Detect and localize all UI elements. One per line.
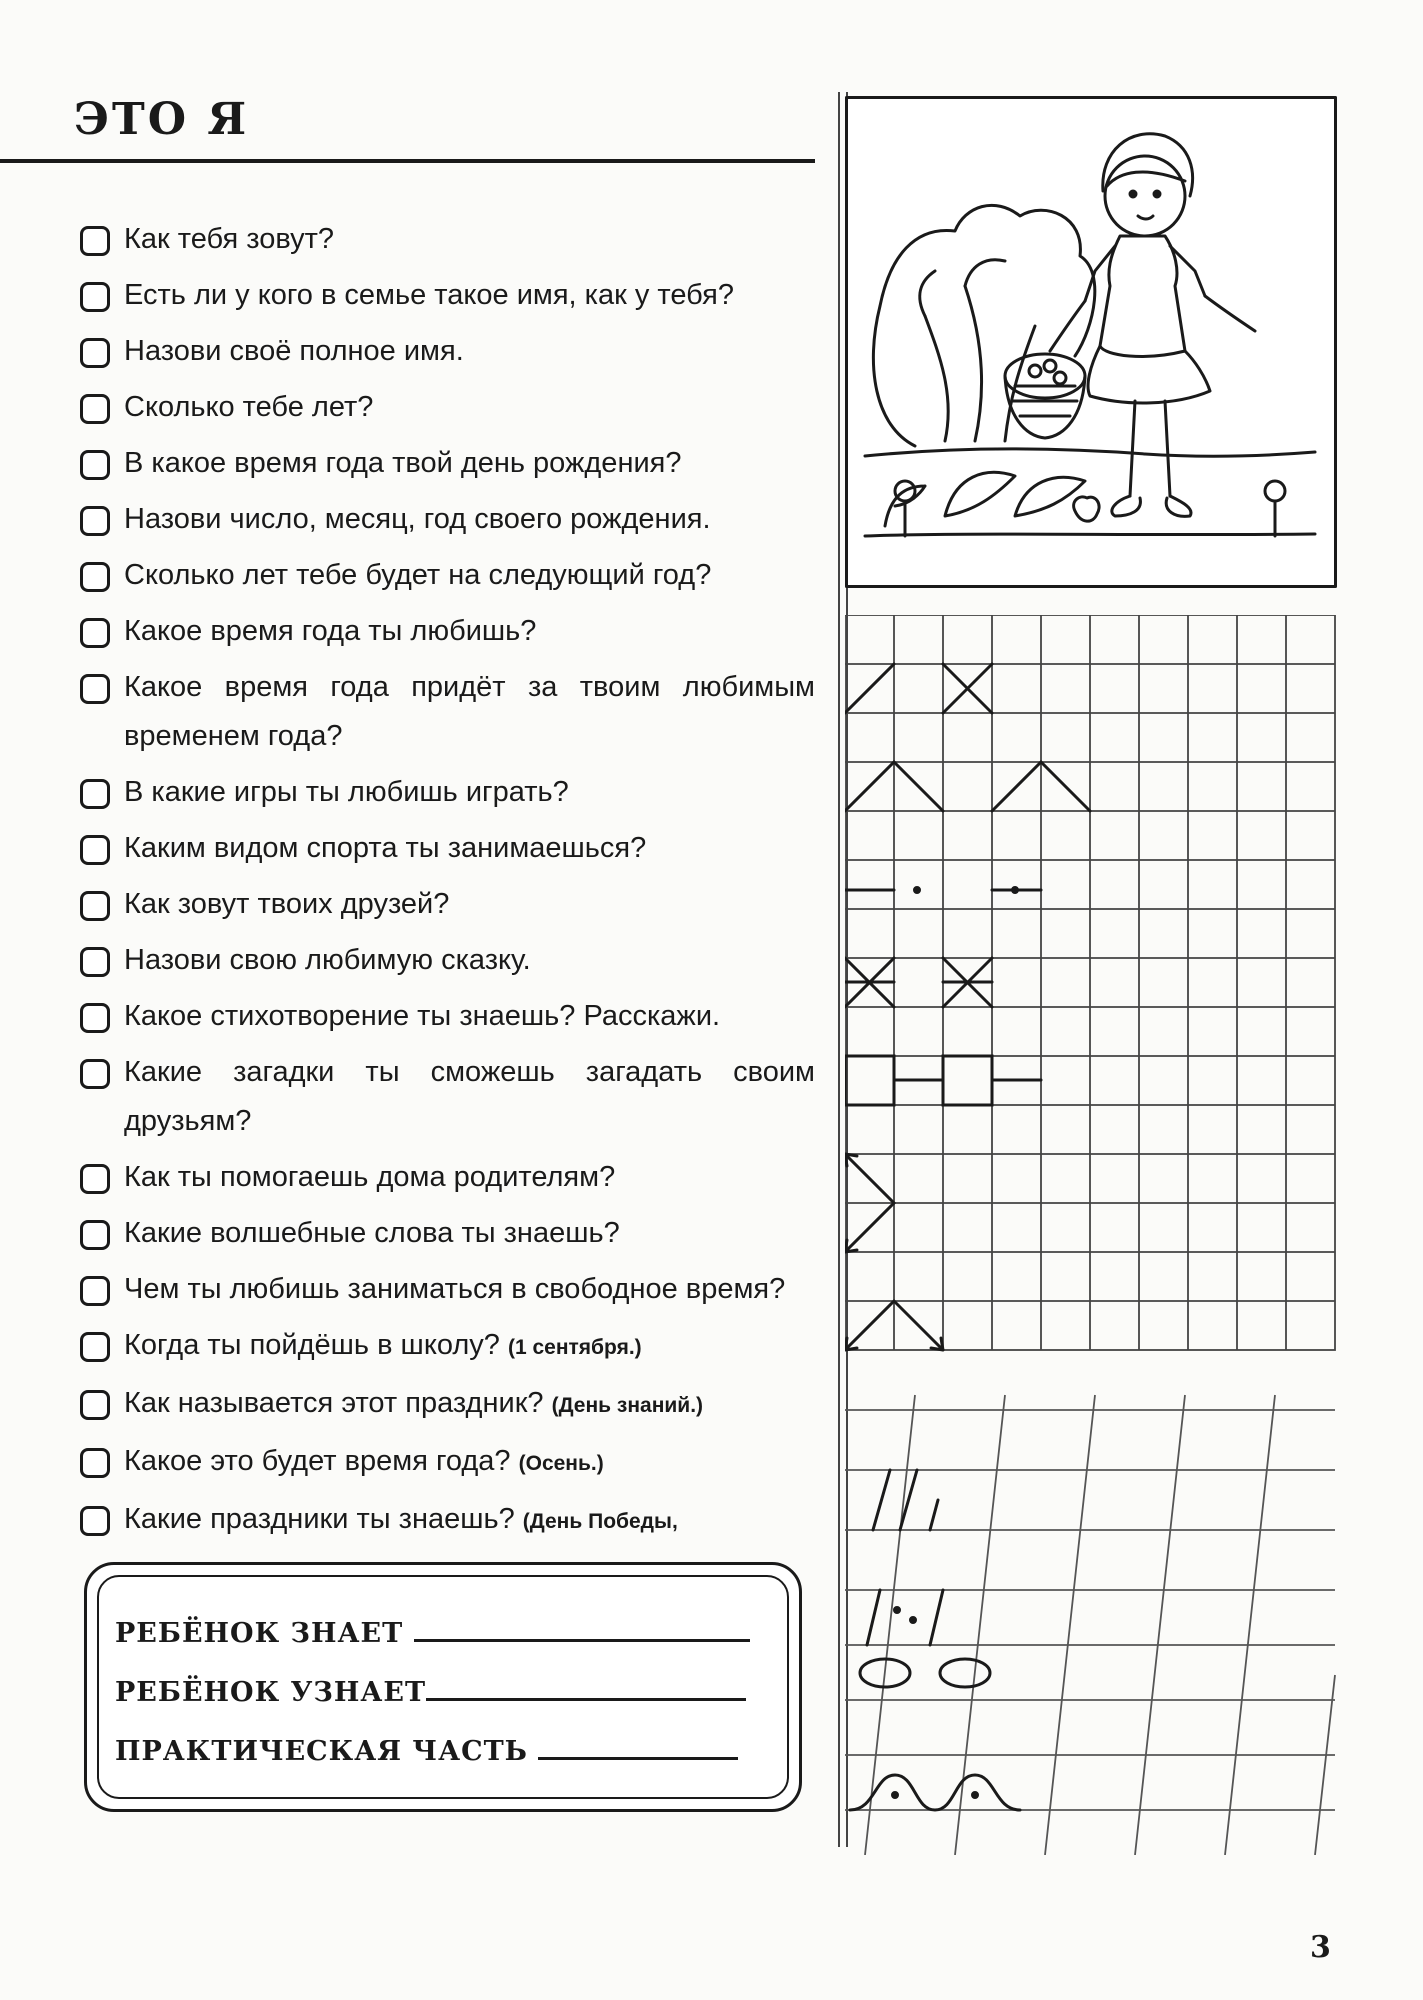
answer-checkbox[interactable]	[80, 1003, 110, 1033]
question-main: Какие праздники ты знаешь?	[124, 1503, 515, 1535]
question-item	[80, 887, 815, 929]
question-list	[80, 222, 815, 1611]
question-main: Какое это будет время года?	[124, 1445, 511, 1477]
question-text: Какое стихотворение ты знаешь? Расскажи.	[124, 1000, 721, 1032]
question-main: Как называется этот праздник?	[124, 1387, 544, 1419]
question-text: Какое время года ты любишь?	[124, 615, 537, 647]
answer-hint: (Осень.)	[518, 1452, 604, 1475]
question-text: Чем ты любишь заниматься в свободное время?	[124, 1273, 786, 1305]
question-item	[80, 334, 815, 376]
question-text: В какие игры ты любишь играть?	[124, 776, 569, 808]
answer-hint: (1 сентября.)	[507, 1336, 642, 1359]
question-item	[80, 775, 815, 817]
question-text: Назови свою любимую сказку.	[124, 944, 531, 976]
answer-checkbox[interactable]	[80, 450, 110, 480]
question-item	[80, 222, 815, 264]
answer-checkbox[interactable]	[80, 835, 110, 865]
question-text: Каким видом спорта ты занимаешься?	[124, 832, 647, 864]
question-item	[80, 502, 815, 544]
question-main: Когда ты пойдёшь в школу?	[124, 1329, 500, 1361]
question-text: Есть ли у кого в семье такое имя, как у тебя?	[124, 279, 734, 311]
answer-hint: (День Победы,	[522, 1510, 678, 1533]
column-divider	[838, 92, 840, 1847]
question-text	[124, 1321, 642, 1372]
question-text: Какие волшебные слова ты знаешь?	[124, 1217, 620, 1249]
evaluation-knows-label: РЕБЁНОК ЗНАЕТ	[115, 1618, 404, 1649]
question-text: Сколько тебе лет?	[124, 391, 374, 423]
answer-checkbox[interactable]	[80, 779, 110, 809]
evaluation-box	[84, 1562, 802, 1812]
question-item	[80, 831, 815, 873]
question-item	[80, 278, 815, 320]
evaluation-will-learn-field[interactable]	[426, 1670, 746, 1701]
question-text: Сколько лет тебе будет на следующий год?	[124, 559, 712, 591]
question-item	[80, 614, 815, 656]
question-item	[80, 1272, 815, 1314]
answer-checkbox[interactable]	[80, 1059, 110, 1089]
answer-checkbox[interactable]	[80, 1332, 110, 1362]
answer-checkbox[interactable]	[80, 674, 110, 704]
question-item	[80, 390, 815, 432]
question-item	[80, 1160, 815, 1202]
question-item	[80, 1386, 815, 1430]
page-title: ЭТО Я	[74, 94, 250, 145]
question-text	[124, 1437, 604, 1488]
answer-checkbox[interactable]	[80, 338, 110, 368]
question-text: Назови число, месяц, год своего рождения.	[124, 503, 711, 535]
evaluation-knows	[115, 1611, 750, 1649]
title-rule	[0, 159, 815, 163]
evaluation-practice-label: ПРАКТИЧЕСКАЯ ЧАСТЬ	[115, 1736, 528, 1767]
answer-checkbox[interactable]	[80, 282, 110, 312]
question-text: Какое время года придёт за твоим любимым временем года?	[124, 671, 815, 752]
answer-checkbox[interactable]	[80, 1448, 110, 1478]
question-item	[80, 1444, 815, 1488]
question-item	[80, 446, 815, 488]
question-item	[80, 1055, 815, 1146]
question-item	[80, 1328, 815, 1372]
question-text: Как тебя зовут?	[124, 223, 335, 255]
answer-checkbox[interactable]	[80, 947, 110, 977]
question-item	[80, 558, 815, 600]
answer-checkbox[interactable]	[80, 1220, 110, 1250]
question-text: Как зовут твоих друзей?	[124, 888, 450, 920]
answer-checkbox[interactable]	[80, 506, 110, 536]
evaluation-practice	[115, 1729, 738, 1767]
question-item	[80, 670, 815, 761]
question-item	[80, 999, 815, 1041]
question-text: Назови своё полное имя.	[124, 335, 464, 367]
question-text	[124, 1379, 703, 1430]
answer-checkbox[interactable]	[80, 1276, 110, 1306]
answer-checkbox[interactable]	[80, 1506, 110, 1536]
answer-checkbox[interactable]	[80, 618, 110, 648]
question-text: Какие загадки ты сможешь загадать своим друзьям?	[124, 1056, 815, 1137]
answer-checkbox[interactable]	[80, 891, 110, 921]
question-item	[80, 943, 815, 985]
answer-checkbox[interactable]	[80, 394, 110, 424]
answer-checkbox[interactable]	[80, 1390, 110, 1420]
evaluation-will-learn-label: РЕБЁНОК УЗНАЕТ	[115, 1677, 427, 1708]
girl-with-basket-illustration	[845, 96, 1337, 588]
practice-grid	[845, 615, 1345, 1855]
answer-checkbox[interactable]	[80, 226, 110, 256]
evaluation-practice-field[interactable]	[538, 1729, 738, 1760]
question-text: В какое время года твой день рождения?	[124, 447, 682, 479]
answer-hint: (День знаний.)	[551, 1394, 704, 1417]
answer-checkbox[interactable]	[80, 1164, 110, 1194]
evaluation-will-learn	[115, 1670, 746, 1708]
page-number: 3	[1310, 1930, 1331, 1965]
answer-checkbox[interactable]	[80, 562, 110, 592]
question-text: Как ты помогаешь дома родителям?	[124, 1161, 616, 1193]
evaluation-knows-field[interactable]	[414, 1611, 750, 1642]
question-item	[80, 1216, 815, 1258]
